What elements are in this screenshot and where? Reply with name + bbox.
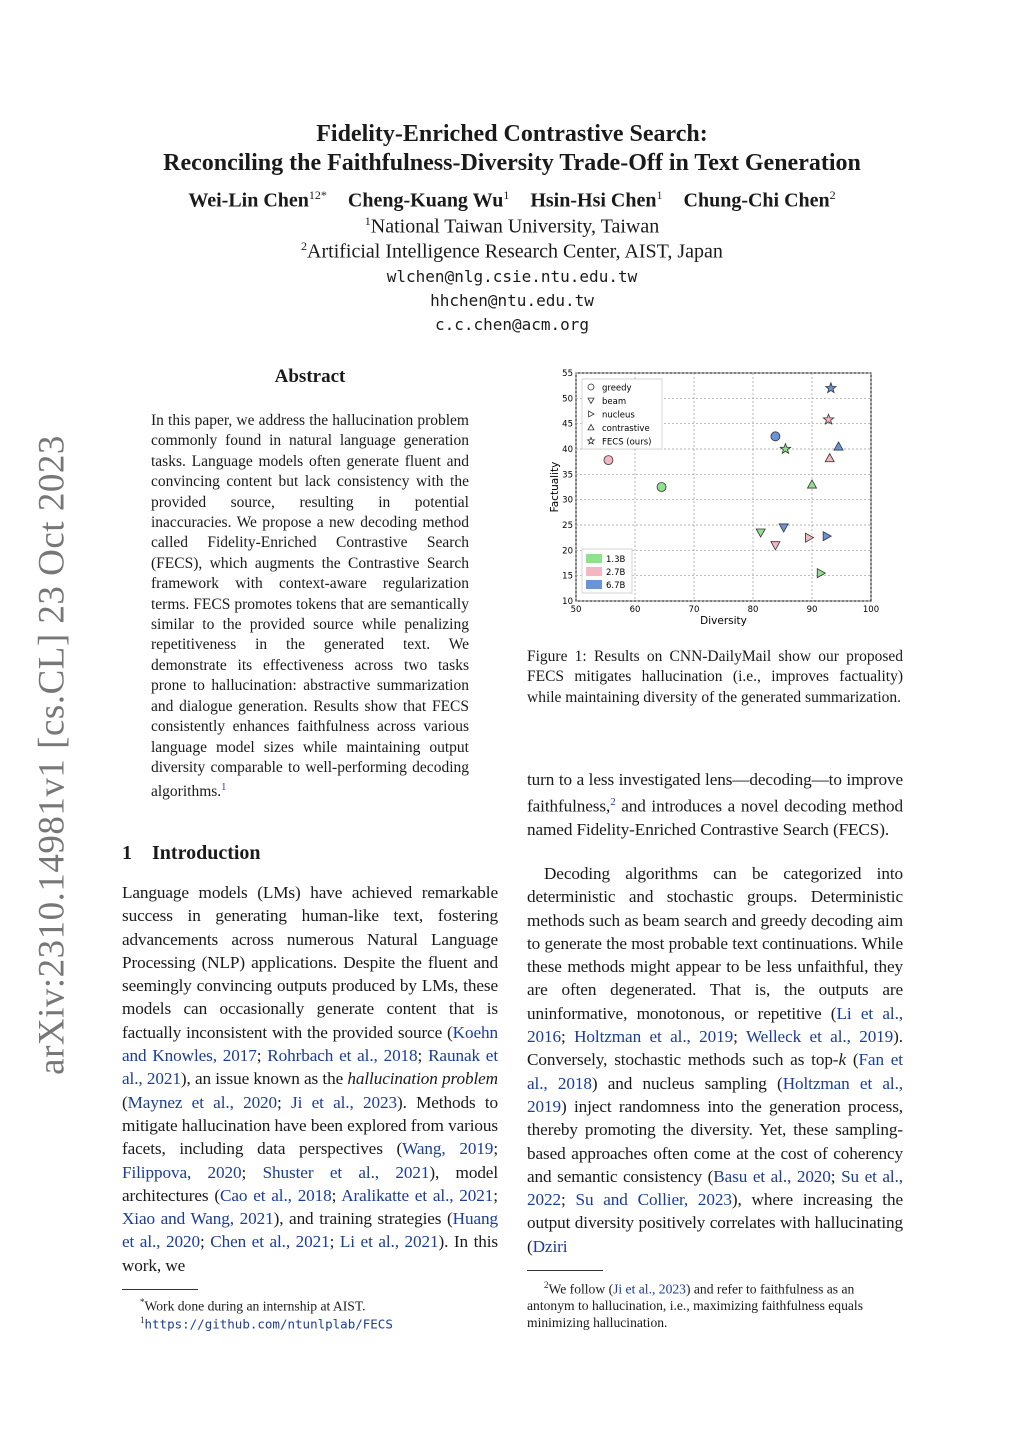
citation-link[interactable]: Ji et al., 2023: [613, 1281, 686, 1297]
author-name: Wei-Lin Chen: [188, 189, 309, 212]
paragraph-text: ). Methods to mitigate hallucination have been explored from various facets, including data perspectives (: [122, 1092, 499, 1159]
author-sup: 12*: [308, 188, 327, 202]
paragraph-text: ). In this work, we: [122, 1232, 499, 1275]
intro-paragraph-1-continued: [527, 768, 903, 842]
intro-paragraph-1: [122, 881, 498, 1277]
email-2: hhchen@ntu.edu.tw: [430, 291, 594, 310]
citation-link[interactable]: Rohrbach et al., 2018: [267, 1046, 418, 1066]
citation-link[interactable]: Fan et al., 2018: [527, 1050, 903, 1093]
abstract-footnote-mark: 1: [221, 782, 227, 794]
x-axis-label: Diversity: [700, 615, 747, 627]
title-line-2: Reconciling the Faithfulness-Diversity Trade-Off in Text Generation: [163, 150, 861, 176]
figure-1-caption: Figure 1: Results on CNN-DailyMail show our proposed FECS mitigates hallucination (i.e., improves factuality) while maintaining diversity of the generated summarization.: [527, 648, 903, 706]
affiliation-sup: 2: [301, 239, 308, 253]
x-tick-label: 70: [688, 605, 700, 615]
x-tick-label: 90: [806, 605, 818, 615]
y-tick-label: 20: [562, 546, 573, 557]
point-greedy-6-7B: [771, 432, 780, 441]
legend-label-nucleus: nucleus: [602, 410, 635, 421]
citation-link[interactable]: Shuster et al., 2021: [262, 1162, 430, 1182]
citation-link[interactable]: Ji et al., 2023: [291, 1092, 397, 1112]
x-tick-label: 50: [570, 605, 582, 615]
intro-paragraph-2: [527, 862, 903, 1258]
citation-link[interactable]: Chen et al., 2021: [210, 1232, 330, 1252]
author-sup: 1: [656, 188, 663, 202]
author-name: Cheng-Kuang Wu: [347, 189, 504, 212]
author-list: [100, 188, 924, 213]
paragraph-text: ). Conversely, stochastic methods such as top-: [527, 1027, 903, 1070]
citation-link[interactable]: Holtzman et al., 2019: [574, 1027, 734, 1047]
abstract-text: In this paper, we address the hallucination problem commonly found in natural language generation tasks. Language models often generate fluent and convincing content but lack consistency with the provided source, resulting in potential inaccuracies. We propose a new decoding method called Fidelity-Enriched Contrastive Search (FECS), which augments the Contrastive Search framework with context-aware regularization terms. FECS promotes tokens that are semantically similar to the provided source while penalizing repetitiveness in the generated text. We demonstrate its effectiveness across two tasks prone to hallucination: abstractive summarization and dialogue generation. Results show that FECS consistently enhances faithfulness across various language model sizes while maintaining output diversity comparable to well-performing decoding algorithms.: [151, 412, 469, 801]
citation-link[interactable]: Su and Collier, 2023: [575, 1190, 732, 1210]
citation-link[interactable]: Aralikatte et al., 2021: [341, 1185, 494, 1205]
affiliation-2: [100, 239, 924, 264]
y-tick-label: 30: [562, 495, 573, 506]
citation-link[interactable]: Welleck et al., 2019: [745, 1027, 894, 1047]
section-title: Introduction: [152, 842, 261, 864]
paragraph-text: Decoding algorithms can be categorized into deterministic and stochastic groups. Deterministic methods such as beam search and greedy decoding aim to generate the most probable text continuations. While these methods might appear to be less unfaithful, they are often degenerated. That is, the outputs are uninformative, monotonous, or repetitive (: [527, 864, 903, 1023]
arxiv-id-text: arXiv:2310.14981v1 [cs.CL] 23 Oct 2023: [31, 435, 73, 1075]
footnote-mark: 1: [140, 1315, 145, 1325]
citation-link[interactable]: Cao et al., 2018: [219, 1185, 332, 1205]
figure-1-chart: [540, 365, 890, 635]
y-axis-label: Factuality: [549, 461, 561, 513]
title-line-1: Fidelity-Enriched Contrastive Search:: [316, 121, 708, 147]
legend-swatch-6-7B: [586, 580, 602, 589]
legend-size-label: 6.7B: [606, 581, 626, 591]
email-3: c.c.chen@acm.org: [434, 315, 590, 334]
author-name: Hsin-Hsi Chen: [530, 189, 657, 212]
italic-text: hallucination problem: [347, 1069, 498, 1089]
legend-swatch-2-7B: [586, 567, 602, 576]
paragraph-text: ;: [241, 1162, 263, 1182]
paragraph-text: ) and refer to faithfulness as an antonym to hallucination, i.e., maximizing faithfulness equals minimizing hallucination.: [527, 1281, 863, 1330]
paragraph-text: ;: [733, 1027, 746, 1047]
citation-link[interactable]: Holtzman et al., 2019: [527, 1073, 903, 1116]
paragraph-text: (: [845, 1050, 859, 1070]
citation-link[interactable]: Filippova, 2020: [122, 1162, 242, 1182]
paragraph-text: ;: [417, 1046, 429, 1066]
paragraph-text: ), where increasing the output diversity positively correlates with hallucinating (: [527, 1190, 903, 1256]
footnote-1: [140, 1312, 500, 1333]
paragraph-text: ;: [830, 1166, 842, 1186]
citation-link[interactable]: Huang et al., 2020: [122, 1209, 498, 1252]
paragraph-text: ), model architectures (: [122, 1162, 499, 1205]
paragraph-text: ;: [493, 1185, 498, 1205]
abstract-heading: Abstract: [274, 366, 346, 387]
paragraph-text: ;: [329, 1232, 340, 1252]
y-tick-label: 15: [562, 571, 573, 582]
paragraph-text: ) and nucleus sampling (: [591, 1073, 783, 1093]
citation-link[interactable]: Koehn and Knowles, 2017: [122, 1022, 498, 1066]
citation-link[interactable]: Li et al., 2016: [527, 1003, 903, 1047]
footnote-rule-right: [527, 1270, 603, 1271]
author-name: Chung-Chi Chen: [683, 189, 830, 212]
footnote-rule-left: [122, 1289, 198, 1290]
legend-size-label: 2.7B: [606, 568, 626, 578]
affiliation-text: Artificial Intelligence Research Center, AIST, Japan: [307, 240, 723, 263]
footnote-mark: *: [140, 1297, 145, 1307]
point-greedy-1-3B: [657, 483, 666, 492]
paragraph-text: We follow (: [548, 1281, 614, 1297]
affiliation-1: [100, 214, 924, 239]
x-tick-label: 100: [862, 605, 880, 615]
citation-link[interactable]: Basu et al., 2020: [713, 1166, 831, 1186]
affiliation-sup: 1: [364, 214, 371, 228]
paper-title: [100, 120, 924, 178]
author-sup: 2: [829, 188, 836, 202]
paragraph-text: ;: [331, 1185, 342, 1205]
paragraph-text: turn to a less investigated lens—decoding—to improve faithfulness,: [527, 770, 903, 817]
x-tick-label: 60: [629, 605, 641, 615]
x-tick-label: 80: [747, 605, 759, 615]
paragraph-text: ;: [256, 1046, 268, 1066]
paragraph-text: ), an issue known as the: [180, 1069, 348, 1089]
section-heading: [122, 842, 261, 865]
legend-label-greedy: greedy: [602, 383, 632, 394]
affiliation-text: National Taiwan University, Taiwan: [370, 215, 660, 238]
italic-text: k: [838, 1050, 846, 1070]
footnote-ref[interactable]: 2: [610, 796, 616, 809]
y-tick-label: 40: [562, 445, 573, 455]
author-sup: 1: [503, 188, 510, 202]
footnote-mark: 2: [544, 1280, 549, 1290]
y-tick-label: 35: [562, 470, 573, 481]
section-number: 1: [122, 842, 132, 864]
abstract-body: [151, 411, 469, 803]
footnote-text: Work done during an internship at AIST.: [144, 1298, 366, 1314]
legend-label-contrastive: contrastive: [602, 424, 650, 434]
paragraph-text: ;: [493, 1139, 498, 1159]
paragraph-text: ) inject randomness into the generation process, thereby promoting the diversity. Yet, these sampling-based approaches often come at the cost of coherency and semantic consistency (: [527, 1096, 903, 1186]
point-greedy-2-7B: [604, 456, 613, 465]
citation-link[interactable]: Xiao and Wang, 2021: [122, 1209, 274, 1229]
legend-swatch-1-3B: [586, 554, 602, 563]
paragraph-text: ), and training strategies (: [273, 1209, 453, 1229]
paragraph-text: (: [122, 1092, 128, 1112]
paragraph-text: ;: [199, 1232, 211, 1252]
y-tick-label: 55: [562, 369, 573, 379]
y-tick-label: 50: [562, 394, 573, 405]
github-link[interactable]: https://github.com/ntunlplab/FECS: [144, 1316, 393, 1332]
citation-link[interactable]: Wang, 2019: [402, 1139, 494, 1159]
citation-link[interactable]: Raunak et al., 2021: [122, 1046, 498, 1089]
arxiv-margin-id: [31, 435, 73, 1075]
y-tick-label: 45: [562, 419, 573, 430]
email-1: wlchen@nlg.csie.ntu.edu.tw: [386, 267, 638, 286]
citation-link[interactable]: Su et al., 2022: [527, 1166, 903, 1210]
footnote-2: [527, 1277, 903, 1331]
citation-link[interactable]: Dziri: [532, 1236, 568, 1256]
legend-size-label: 1.3B: [606, 555, 626, 565]
paragraph-text: ;: [560, 1190, 576, 1210]
paragraph-text: ;: [560, 1027, 575, 1047]
legend-label-beam: beam: [602, 397, 627, 407]
citation-link[interactable]: Maynez et al., 2020: [127, 1092, 278, 1112]
citation-link[interactable]: Li et al., 2021: [339, 1232, 439, 1252]
y-tick-label: 10: [562, 597, 573, 607]
legend-label-fecs: FECS (ours): [602, 437, 652, 448]
paragraph-text: Language models (LMs) have achieved remarkable success in generating human-like text, fostering advancements across numerous Natural Language Processing (NLP) applications. Despite the fluent and seemingly convincing outputs produced by LMs, these models can occasionally generate content that is factually inconsistent with the provided source (: [122, 883, 498, 1042]
y-tick-label: 25: [562, 521, 573, 531]
paragraph-text: ;: [277, 1092, 292, 1112]
paragraph-text: and introduces a novel decoding method named Fidelity-Enriched Contrastive Search (FECS).: [527, 797, 903, 840]
